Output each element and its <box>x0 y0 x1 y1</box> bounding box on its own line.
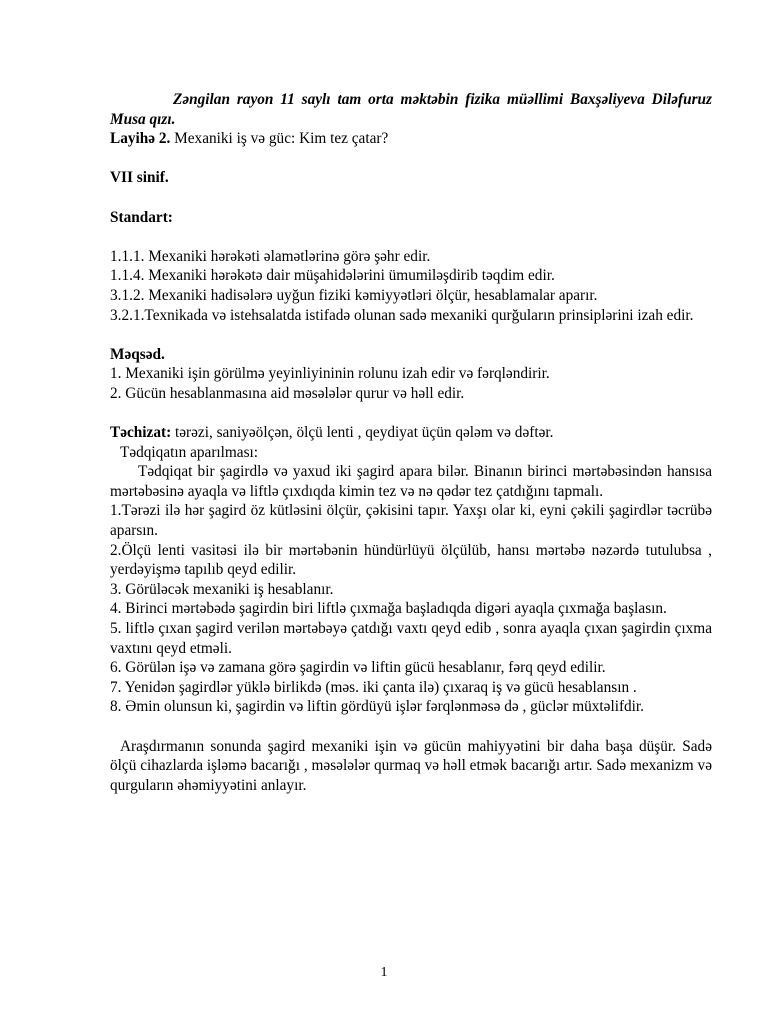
step-item: 2.Ölçü lenti vasitəsi ilə bir mərtəbənin hündürlüyü ölçülüb, hansı mərtəbə nəzərdə tutulubsa , yerdəyişmə tapılıb qeyd edilir. <box>110 541 712 579</box>
project-label: Layihə 2. <box>110 130 171 148</box>
goal-heading: Məqsəd. <box>110 345 165 363</box>
grade-heading: VII sinif. <box>110 169 169 187</box>
step-item: 4. Birinci mərtəbədə şagirdin biri liftlə çıxmağa başladıqda digəri ayaqla çıxmağa başlasın. <box>110 600 667 618</box>
standard-item: 1.1.4. Mexaniki hərəkətə dair müşahidələrini ümumiləşdirib təqdim edir. <box>110 267 555 285</box>
project-line <box>110 129 712 149</box>
research-intro: Tədqiqat bir şagirdlə və yaxud iki şagird apara bilər. Binanın birinci mərtəbəsindən hansısa mərtəbəsinə ayaqla və liftlə çıxdıqda kimin tez və nə qədər tez çatdığını tapmalı. <box>110 463 712 500</box>
equipment-line <box>110 423 712 443</box>
step-item: 8. Əmin olunsun ki, şagirdin və liftin gördüyü işlər fərqlənməsə də , güclər müxtəlifdir. <box>110 698 645 716</box>
project-title: Mexaniki iş və güc: Kim tez çatar? <box>170 130 389 148</box>
goal-item: 1. Mexaniki işin görülmə yeyinliyininin rolunu izah edir və fərqləndirir. <box>110 365 550 383</box>
goal-item: 2. Gücün hesablanmasına aid məsələlər qurur və həll edir. <box>110 384 465 402</box>
step-item: 7. Yenidən şagirdlər yüklə birlikdə (məs. iki çanta ilə) çıxaraq iş və gücü hesablansın . <box>110 678 637 696</box>
conclusion-paragraph: Araşdırmanın sonunda şagird mexaniki işin və gücün mahiyyətini bir daha başa düşür. Sadə ölçü cihazlarda işləmə bacarığı , məsələlər qurmaq və həll etmək bacarığı artır. Sadə mexanizm və qurguların əhəmiyyətini anlayır. <box>110 737 712 794</box>
step-item: 6. Görülən işə və zamana görə şagirdin və liftin gücü hesablanır, fərq qeyd edilir. <box>110 659 606 677</box>
research-heading: Tədqiqatın aparılması: <box>120 443 259 461</box>
step-item: 3. Görüləcək mexaniki iş hesablanır. <box>110 580 334 598</box>
step-item: 5. liftlə çıxan şagird verilən mərtəbəyə çatdığı vaxtı qeyd edib , sonra ayaqla çıxan şagirdin çıxma vaxtını qeyd etməli. <box>110 620 712 657</box>
document-page <box>110 90 712 795</box>
standard-heading: Standart: <box>110 208 173 226</box>
author-line: Zəngilan rayon 11 saylı tam orta məktəbin fizika müəllimi Baxşəliyeva Diləfuruz Musa qızı. <box>110 91 712 128</box>
standard-item: 1.1.1. Mexaniki hərəkəti əlamətlərinə görə şəhr edir. <box>110 247 431 265</box>
step-item: 1.Tərəzi ilə hər şagird öz kütləsini ölçür, çəkisini tapır. Yaxşı olar ki, eyni çəkili şagirdlər təcrübə aparsın. <box>110 502 712 540</box>
standard-item: 3.1.2. Mexaniki hadisələrə uyğun fiziki kəmiyyətləri ölçür, hesablamalar aparır. <box>110 286 598 304</box>
page-number: 1 <box>380 965 388 980</box>
equipment-text: tərəzi, saniyəölçən, ölçü lenti , qeydiyat üçün qələm və dəftər. <box>171 424 554 442</box>
equipment-label: Təchizat: <box>110 424 172 442</box>
standard-item: 3.2.1.Texnikada və istehsalatda istifadə olunan sadə mexaniki qurğuların prinsiplərini izah edir. <box>110 306 694 324</box>
